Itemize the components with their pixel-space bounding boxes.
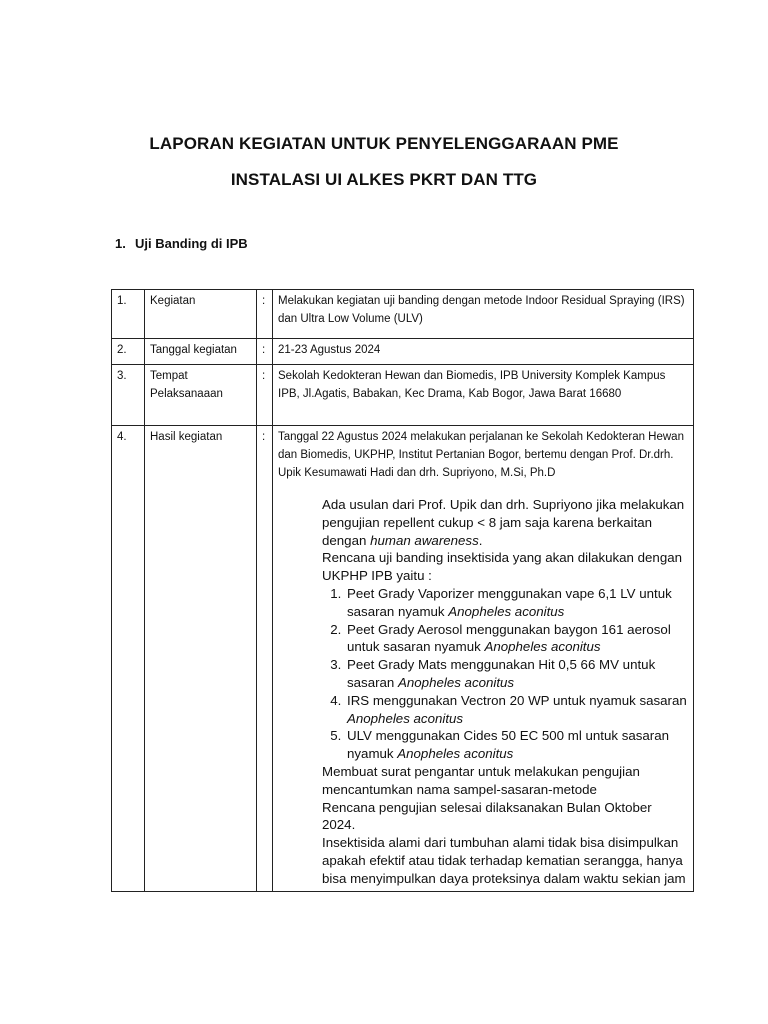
- row-number: 1.: [112, 290, 145, 339]
- detail-paragraph: Rencana pengujian selesai dilaksanakan Bulan Oktober 2024.: [322, 799, 652, 833]
- table-row: [112, 426, 694, 892]
- row-number: 2.: [112, 339, 145, 365]
- row-colon: :: [257, 426, 273, 892]
- row-label: Tempat Pelaksanaaan: [145, 365, 257, 426]
- table-row: [112, 290, 694, 339]
- report-table: [111, 289, 694, 892]
- test-plan-list: [322, 585, 688, 763]
- detail-paragraph: Ada usulan dari Prof. Upik dan drh. Supriyono jika melakukan pengujian repellent cukup < 8 jam saja karena berkaitan dengan human awareness.: [322, 497, 685, 548]
- row-number: 3.: [112, 365, 145, 426]
- row-colon: :: [257, 290, 273, 339]
- row-number: 4.: [112, 426, 145, 892]
- document-title: LAPORAN KEGIATAN UNTUK PENYELENGGARAAN PME: [149, 134, 619, 153]
- row-colon: :: [257, 365, 273, 426]
- table-row: [112, 339, 694, 365]
- detail-paragraph: Membuat surat pengantar untuk melakukan pengujian mencantumkan nama sampel-sasaran-metode: [322, 763, 640, 797]
- row-label: Tanggal kegiatan: [145, 339, 257, 365]
- row-value-results: [273, 426, 694, 892]
- results-summary: Tanggal 22 Agustus 2024 melakukan perjalanan ke Sekolah Kedokteran Hewan dan Biomedis, UKPHP, Institut Pertanian Bogor, bertemu dengan Prof. Dr.drh. Upik Kesumawati Hadi dan drh. Supriyono, M.Si, Ph.D: [278, 431, 684, 479]
- row-label: Hasil kegiatan: [145, 426, 257, 892]
- section-heading: [115, 236, 248, 251]
- list-item: 4. IRS menggunakan Vectron 20 WP untuk nyamuk sasaran Anopheles aconitus: [345, 692, 688, 728]
- detail-paragraph: Rencana uji banding insektisida yang akan dilakukan dengan UKPHP IPB yaitu :: [322, 550, 683, 584]
- detail-paragraph: Insektisida alami dari tumbuhan alami tidak bisa disimpulkan apakah efektif atau tidak terhadap kematian serangga, hanya bisa menyimpulkan daya proteksinya dalam waktu sekian jam: [322, 835, 686, 886]
- document-subtitle: INSTALASI UI ALKES PKRT DAN TTG: [230, 170, 538, 189]
- results-details: [322, 496, 688, 888]
- table-row: [112, 365, 694, 426]
- list-item: 1. Peet Grady Vaporizer menggunakan vape 6,1 LV untuk sasaran nyamuk Anopheles aconitus: [345, 585, 688, 621]
- list-item: 3. Peet Grady Mats menggunakan Hit 0,5 66 MV untuk sasaran Anopheles aconitus: [345, 656, 688, 692]
- section-number: 1.: [115, 236, 126, 251]
- row-value: Sekolah Kedokteran Hewan dan Biomedis, IPB University Komplek Kampus IPB, Jl.Agatis, Babakan, Kec Drama, Kab Bogor, Jawa Barat 16680: [273, 365, 694, 426]
- row-value: Melakukan kegiatan uji banding dengan metode Indoor Residual Spraying (IRS) dan Ultra Low Volume (ULV): [273, 290, 694, 339]
- section-title: Uji Banding di IPB: [135, 236, 248, 251]
- row-label: Kegiatan: [145, 290, 257, 339]
- row-colon: :: [257, 339, 273, 365]
- list-item: 5. ULV menggunakan Cides 50 EC 500 ml untuk sasaran nyamuk Anopheles aconitus: [345, 727, 688, 763]
- list-item: 2. Peet Grady Aerosol menggunakan baygon 161 aerosol untuk sasaran nyamuk Anopheles aconitus: [345, 621, 688, 657]
- row-value: 21-23 Agustus 2024: [273, 339, 694, 365]
